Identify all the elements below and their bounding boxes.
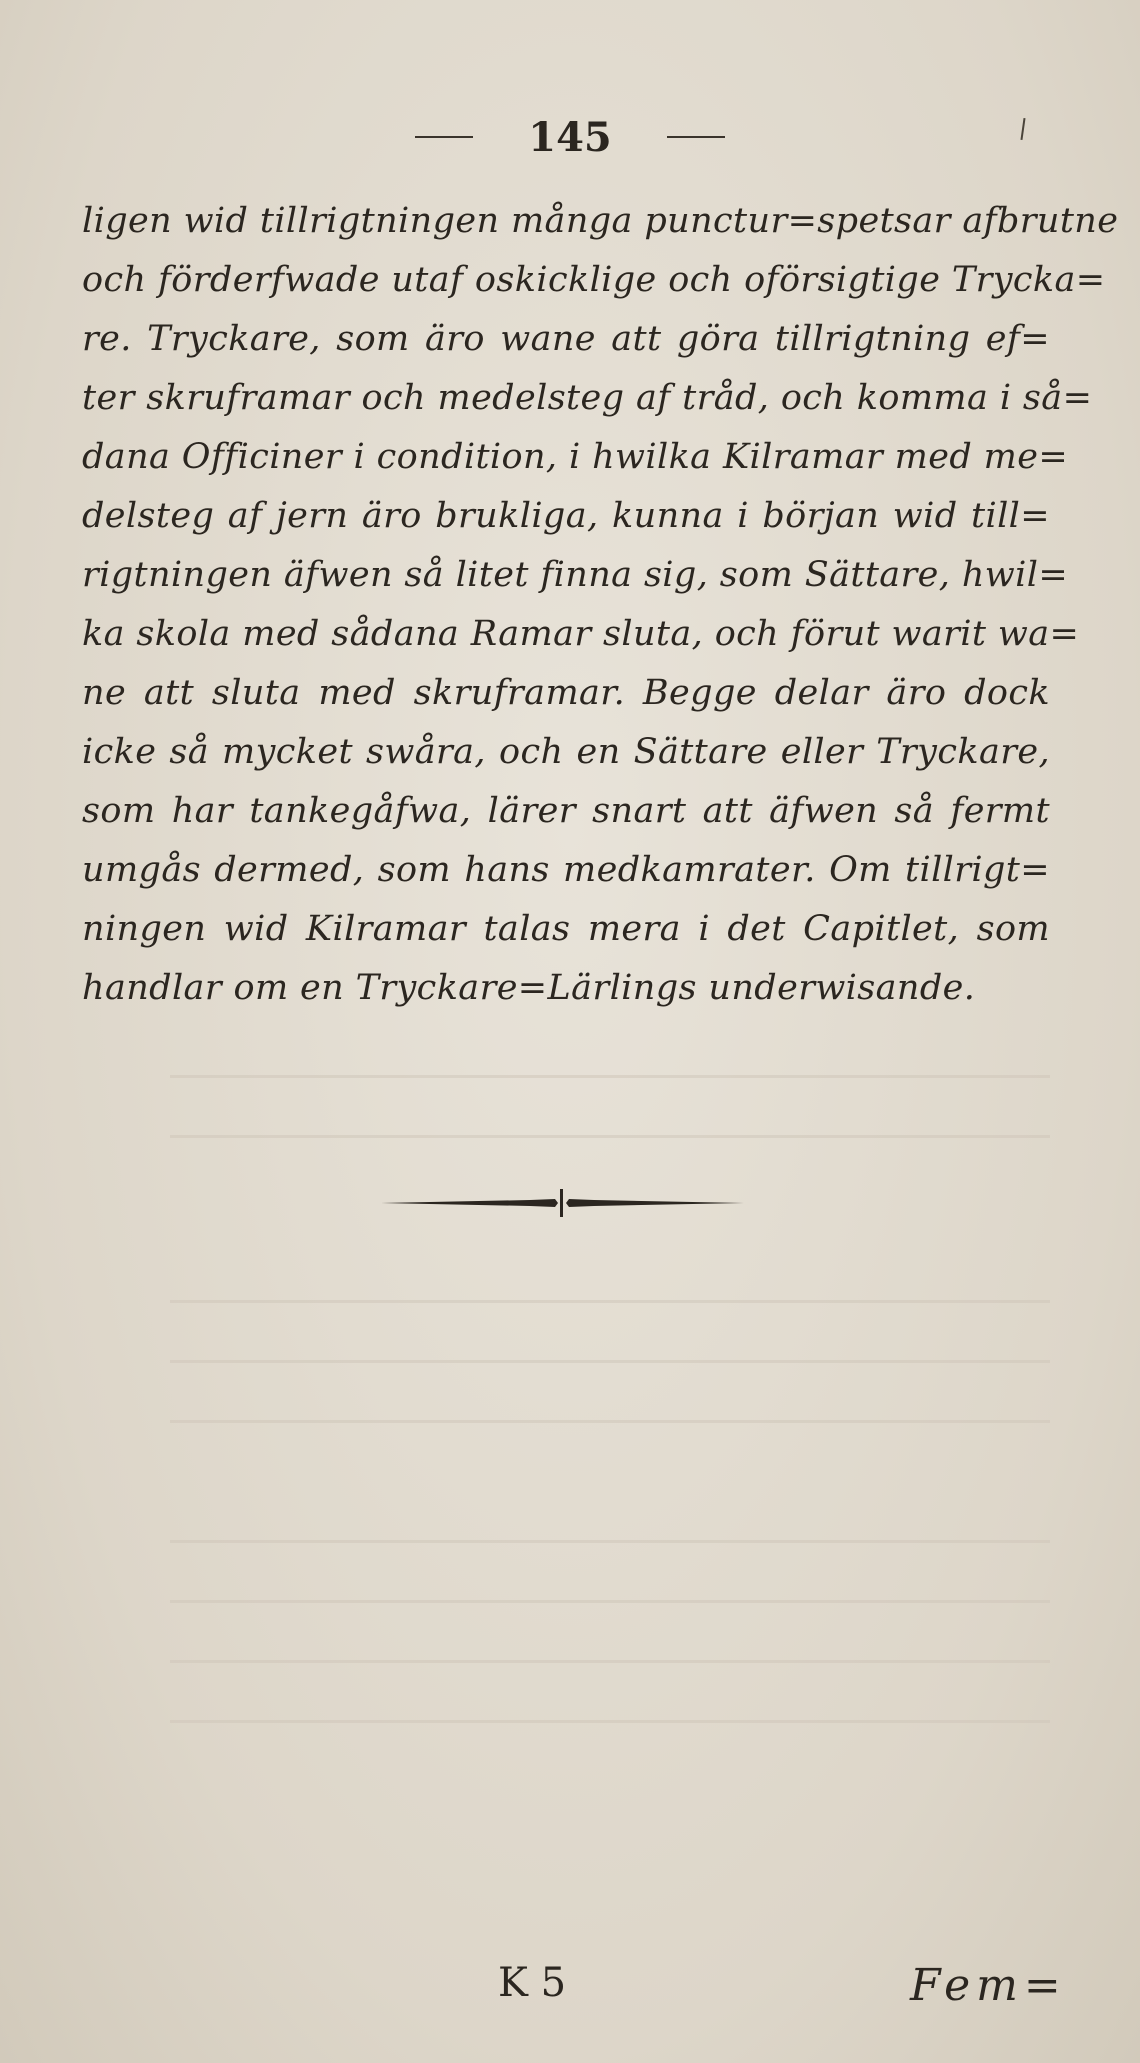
show-through	[170, 1360, 1050, 1363]
text-line: ka skola med sådana Ramar sluta, och förut warit wa=	[82, 614, 1080, 654]
header-dash-left	[415, 136, 473, 138]
show-through	[170, 1540, 1050, 1543]
text-line: som har tankegåfwa, lärer snart att äfwen så fermt	[82, 791, 1050, 831]
text-line: ne att sluta med skruframar. Begge delar äro dock	[82, 673, 1050, 713]
text-line: rigtningen äfwen så litet finna sig, som Sättare, hwil=	[82, 555, 1069, 595]
header-dash-right	[667, 136, 725, 138]
page-number: 145	[528, 113, 612, 161]
show-through	[170, 1660, 1050, 1663]
show-through	[170, 1420, 1050, 1423]
text-line: ter skruframar och medelsteg af tråd, och komma i så=	[82, 378, 1093, 418]
page-header	[380, 112, 760, 162]
catchword: Fem=	[910, 1960, 1067, 2011]
text-line: ningen wid Kilramar talas mera i det Capitlet, som	[82, 909, 1050, 949]
signature-mark: K 5	[498, 1960, 567, 2006]
show-through	[170, 1135, 1050, 1138]
text-line: ligen wid tillrigtningen många punctur=spetsar afbrutne	[82, 201, 1119, 241]
show-through	[170, 1720, 1050, 1723]
show-through	[170, 1075, 1050, 1078]
text-line: dana Officiner i condition, i hwilka Kilramar med me=	[82, 437, 1069, 477]
text-line: umgås dermed, som hans medkamrater. Om tillrigt=	[82, 850, 1050, 890]
show-through	[170, 1600, 1050, 1603]
text-line: och förderfwade utaf oskicklige och oförsigtige Trycka=	[82, 260, 1106, 300]
show-through	[170, 1300, 1050, 1303]
body-text	[82, 192, 1119, 1018]
stray-ink-mark	[1020, 118, 1025, 140]
text-line: icke så mycket swåra, och en Sättare eller Tryckare,	[82, 732, 1050, 772]
ornament-rule	[380, 1183, 744, 1223]
text-line: handlar om en Tryckare=Lärlings underwisande.	[82, 968, 976, 1008]
text-line: delsteg af jern äro brukliga, kunna i början wid till=	[82, 496, 1050, 536]
text-line: re. Tryckare, som äro wane att göra tillrigtning ef=	[82, 319, 1050, 359]
